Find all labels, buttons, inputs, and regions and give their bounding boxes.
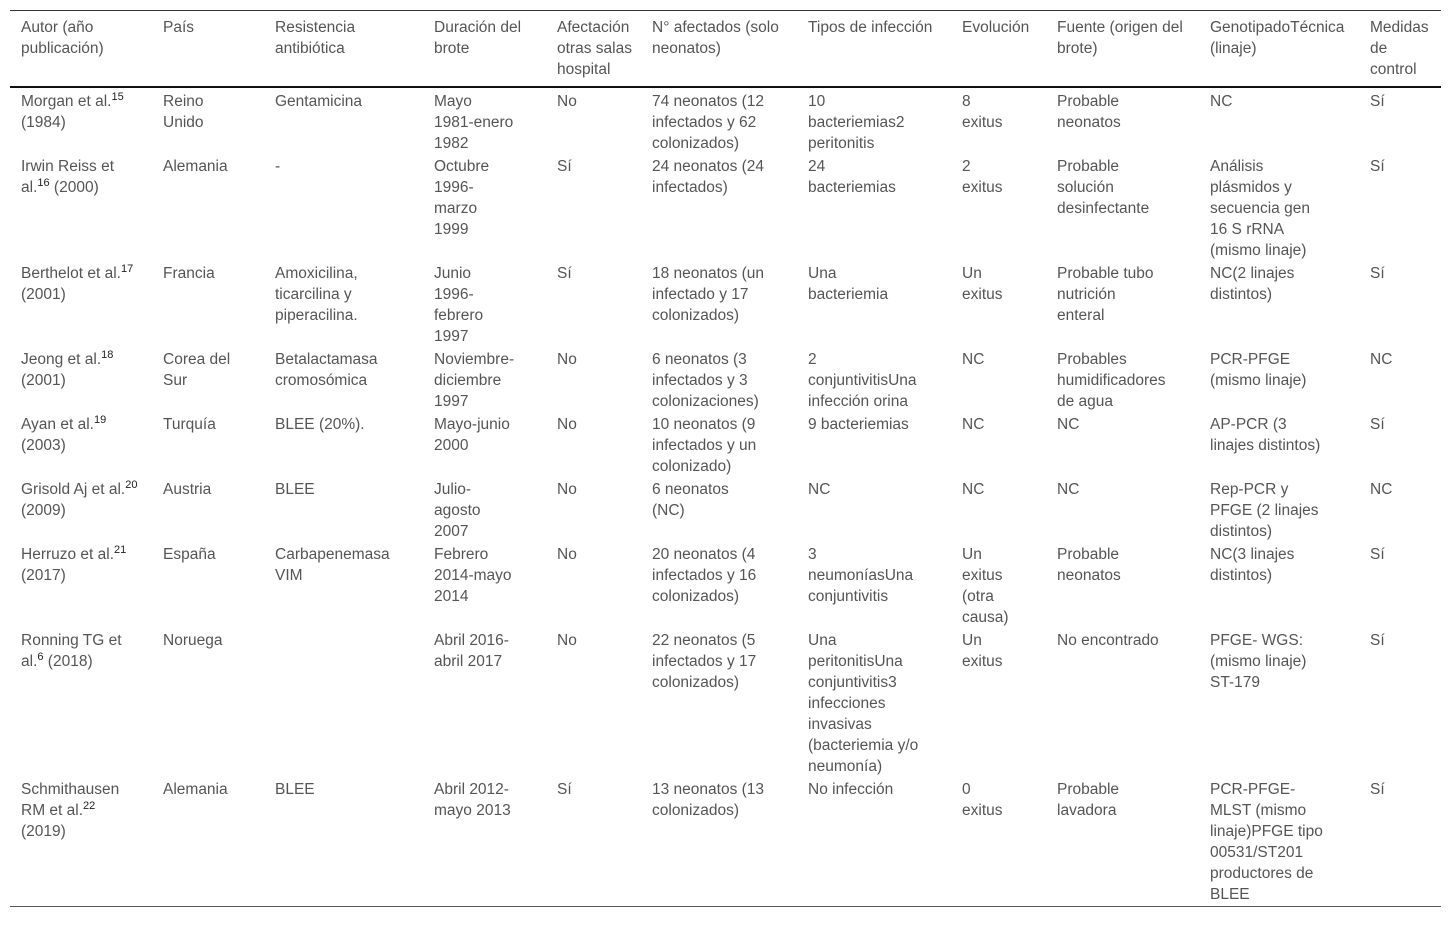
cell-genotyping: NC(2 linajes distintos) bbox=[1210, 265, 1295, 303]
author-name: Schmithausen RM et al. bbox=[21, 781, 120, 819]
author-name: Jeong et al. bbox=[21, 351, 102, 368]
cell-infection-types: 2 conjuntivitisUna infección orina bbox=[808, 351, 917, 410]
cell-evolution: 2 exitus bbox=[962, 158, 1003, 196]
cell-resistance: BLEE (20%). bbox=[275, 416, 365, 433]
cell-affected: 6 neonatos (3 infectados y 3 colonizaciones) bbox=[652, 351, 759, 410]
table-row bbox=[10, 778, 1441, 907]
cell-source: Probables humidificadores de agua bbox=[1057, 351, 1166, 410]
cell-author bbox=[10, 87, 152, 155]
cell-country: Francia bbox=[163, 265, 215, 282]
cell-duration: Mayo 1981-enero 1982 bbox=[434, 93, 514, 152]
table-row bbox=[10, 413, 1441, 478]
cell-control-measures: Sí bbox=[1370, 781, 1385, 798]
cell-infection-types: NC bbox=[808, 481, 831, 498]
cell-other-wards: Sí bbox=[557, 158, 572, 175]
cell-infection-types: 24 bacteriemias bbox=[808, 158, 896, 196]
cell-control-measures: NC bbox=[1370, 351, 1393, 368]
cell-resistance bbox=[264, 629, 423, 778]
cell-evolution: 8 exitus bbox=[962, 93, 1003, 131]
cell-source: Probable neonatos bbox=[1057, 93, 1121, 131]
cell-control-measures: Sí bbox=[1370, 93, 1385, 110]
author-name: Berthelot et al. bbox=[21, 265, 121, 282]
author-name: Grisold Aj et al. bbox=[21, 481, 126, 498]
cell-resistance: Carbapenemasa VIM bbox=[275, 546, 390, 584]
cell-control-measures: NC bbox=[1370, 481, 1393, 498]
cell-control-measures: Sí bbox=[1370, 546, 1385, 563]
cell-resistance: BLEE bbox=[275, 781, 315, 798]
cell-affected: 24 neonatos (24 infectados) bbox=[652, 158, 765, 196]
cell-author bbox=[10, 413, 152, 478]
table-row bbox=[10, 543, 1441, 629]
cell-source: NC bbox=[1057, 416, 1080, 433]
table-row bbox=[10, 629, 1441, 778]
reference-number: 6 bbox=[37, 651, 44, 663]
cell-control-measures: Sí bbox=[1370, 632, 1385, 649]
cell-duration: Julio- agosto 2007 bbox=[434, 481, 481, 540]
cell-resistance: Betalactamasa cromosómica bbox=[275, 351, 378, 389]
cell-source: NC bbox=[1057, 481, 1080, 498]
cell-infection-types: No infección bbox=[808, 781, 894, 798]
cell-other-wards: No bbox=[557, 632, 577, 649]
cell-control-measures: Sí bbox=[1370, 416, 1385, 433]
header-infection-types: Tipos de infección bbox=[808, 19, 933, 36]
reference-number: 17 bbox=[120, 263, 134, 275]
header-evolution: Evolución bbox=[962, 19, 1030, 36]
table-body bbox=[10, 87, 1441, 907]
publication-year: (2019) bbox=[21, 823, 66, 840]
cell-evolution: Un exitus bbox=[962, 265, 1003, 303]
cell-other-wards: No bbox=[557, 481, 577, 498]
cell-other-wards: Sí bbox=[557, 781, 572, 798]
reference-number: 16 bbox=[37, 177, 50, 189]
cell-affected: 18 neonatos (un infectado y 17 colonizados) bbox=[652, 265, 765, 324]
cell-evolution: Un exitus (otra causa) bbox=[962, 546, 1009, 626]
header-other-wards: Afectación otras salas hospital bbox=[557, 19, 632, 78]
cell-country: Austria bbox=[163, 481, 212, 498]
cell-other-wards: No bbox=[557, 351, 577, 368]
cell-other-wards: No bbox=[557, 416, 577, 433]
cell-country: Turquía bbox=[163, 416, 216, 433]
cell-affected: 10 neonatos (9 infectados y un colonizado) bbox=[652, 416, 757, 475]
cell-source: No encontrado bbox=[1057, 632, 1159, 649]
author-name: Ayan et al. bbox=[21, 416, 94, 433]
outbreak-table bbox=[10, 10, 1441, 907]
cell-control-measures: Sí bbox=[1370, 265, 1385, 282]
cell-affected: 74 neonatos (12 infectados y 62 colonizados) bbox=[652, 93, 765, 152]
cell-genotyping: NC bbox=[1210, 93, 1233, 110]
cell-author bbox=[10, 348, 152, 413]
cell-duration: Noviembre- diciembre 1997 bbox=[434, 351, 515, 410]
cell-source: Probable solución desinfectante bbox=[1057, 158, 1150, 217]
cell-country: Alemania bbox=[163, 781, 228, 798]
cell-author bbox=[10, 155, 152, 262]
cell-other-wards: No bbox=[557, 546, 577, 563]
cell-genotyping: PCR-PFGE- MLST (mismo linaje)PFGE tipo 00531/ST201 productores de BLEE bbox=[1210, 781, 1323, 903]
header-author: Autor (año publicación) bbox=[21, 19, 104, 57]
reference-number: 21 bbox=[114, 544, 127, 556]
cell-duration: Abril 2016- abril 2017 bbox=[434, 632, 509, 670]
cell-evolution: NC bbox=[962, 481, 985, 498]
cell-author bbox=[10, 629, 152, 778]
cell-duration: Octubre 1996- marzo 1999 bbox=[434, 158, 490, 238]
header-duration: Duración del brote bbox=[434, 19, 522, 57]
publication-year: (2000) bbox=[49, 179, 99, 196]
cell-other-wards: No bbox=[557, 93, 577, 110]
cell-source: Probable lavadora bbox=[1057, 781, 1120, 819]
cell-resistance: Gentamicina bbox=[275, 93, 363, 110]
table-row bbox=[10, 87, 1441, 155]
cell-genotyping: AP-PCR (3 linajes distintos) bbox=[1210, 416, 1321, 454]
reference-number: 22 bbox=[83, 800, 96, 812]
reference-number: 18 bbox=[101, 349, 114, 361]
cell-resistance: - bbox=[275, 158, 281, 175]
header-control-measures: Medidas de control bbox=[1370, 19, 1429, 78]
cell-affected: 22 neonatos (5 infectados y 17 colonizados) bbox=[652, 632, 757, 691]
cell-affected: 13 neonatos (13 colonizados) bbox=[652, 781, 765, 819]
header-affected: N° afectados (solo neonatos) bbox=[652, 19, 779, 57]
reference-number: 19 bbox=[93, 414, 107, 426]
publication-year: (2018) bbox=[43, 653, 93, 670]
table-row bbox=[10, 348, 1441, 413]
publication-year: (2017) bbox=[21, 567, 66, 584]
header-resistance: Resistencia antibiótica bbox=[275, 19, 356, 57]
header-source: Fuente (origen del brote) bbox=[1057, 19, 1183, 57]
header-country: País bbox=[163, 19, 195, 36]
cell-other-wards: Sí bbox=[557, 265, 572, 282]
table-row bbox=[10, 478, 1441, 543]
cell-country: España bbox=[163, 546, 216, 563]
author-name: Ronning TG et al. bbox=[21, 632, 122, 670]
cell-duration: Febrero 2014-mayo 2014 bbox=[434, 546, 512, 605]
cell-author bbox=[10, 478, 152, 543]
publication-year: (1984) bbox=[21, 114, 66, 131]
cell-infection-types: 9 bacteriemias bbox=[808, 416, 909, 433]
cell-source: Probable tubo nutrición enteral bbox=[1057, 265, 1154, 324]
publication-year: (2003) bbox=[21, 437, 66, 454]
cell-author bbox=[10, 543, 152, 629]
cell-genotyping: Rep-PCR y PFGE (2 linajes distintos) bbox=[1210, 481, 1319, 540]
table-row bbox=[10, 262, 1441, 348]
cell-infection-types: 10 bacteriemias2 peritonitis bbox=[808, 93, 905, 152]
cell-country: Corea del Sur bbox=[163, 351, 231, 389]
cell-evolution: Un exitus bbox=[962, 632, 1003, 670]
cell-infection-types: Una bacteriemia bbox=[808, 265, 889, 303]
cell-duration: Abril 2012- mayo 2013 bbox=[434, 781, 511, 819]
cell-genotyping: Análisis plásmidos y secuencia gen 16 S rRNA (mismo linaje) bbox=[1210, 158, 1310, 259]
cell-author bbox=[10, 262, 152, 348]
author-name: Morgan et al. bbox=[21, 93, 112, 110]
cell-genotyping: PCR-PFGE (mismo linaje) bbox=[1210, 351, 1307, 389]
cell-affected: 6 neonatos (NC) bbox=[652, 481, 729, 519]
table-row bbox=[10, 155, 1441, 262]
author-name: Irwin Reiss et al. bbox=[21, 158, 115, 196]
author-name: Herruzo et al. bbox=[21, 546, 115, 563]
cell-duration: Mayo-junio 2000 bbox=[434, 416, 510, 454]
cell-resistance: Amoxicilina, ticarcilina y piperacilina. bbox=[275, 265, 358, 324]
cell-evolution: NC bbox=[962, 351, 985, 368]
cell-genotyping: NC(3 linajes distintos) bbox=[1210, 546, 1295, 584]
cell-duration: Junio 1996- febrero 1997 bbox=[434, 265, 484, 345]
publication-year: (2001) bbox=[21, 286, 66, 303]
cell-author bbox=[10, 778, 152, 907]
cell-infection-types: 3 neumoníasUna conjuntivitis bbox=[808, 546, 914, 605]
cell-country: Reino Unido bbox=[163, 93, 204, 131]
cell-resistance: BLEE bbox=[275, 481, 315, 498]
cell-infection-types: Una peritonitisUna conjuntivitis3 infecciones invasivas (bacteriemia y/o neumonía) bbox=[808, 632, 919, 775]
outbreak-table-container bbox=[10, 10, 1441, 907]
publication-year: (2009) bbox=[21, 502, 66, 519]
cell-evolution: 0 exitus bbox=[962, 781, 1003, 819]
cell-country: Alemania bbox=[163, 158, 228, 175]
cell-control-measures: Sí bbox=[1370, 158, 1385, 175]
reference-number: 20 bbox=[125, 479, 138, 491]
header-genotyping: GenotipadoTécnica (linaje) bbox=[1210, 19, 1345, 57]
header-row bbox=[10, 11, 1441, 88]
reference-number: 15 bbox=[111, 91, 124, 103]
cell-evolution: NC bbox=[962, 416, 985, 433]
cell-affected: 20 neonatos (4 infectados y 16 colonizados) bbox=[652, 546, 757, 605]
cell-source: Probable neonatos bbox=[1057, 546, 1121, 584]
cell-genotyping: PFGE- WGS: (mismo linaje) ST-179 bbox=[1210, 632, 1307, 691]
cell-country: Noruega bbox=[163, 632, 223, 649]
publication-year: (2001) bbox=[21, 372, 66, 389]
